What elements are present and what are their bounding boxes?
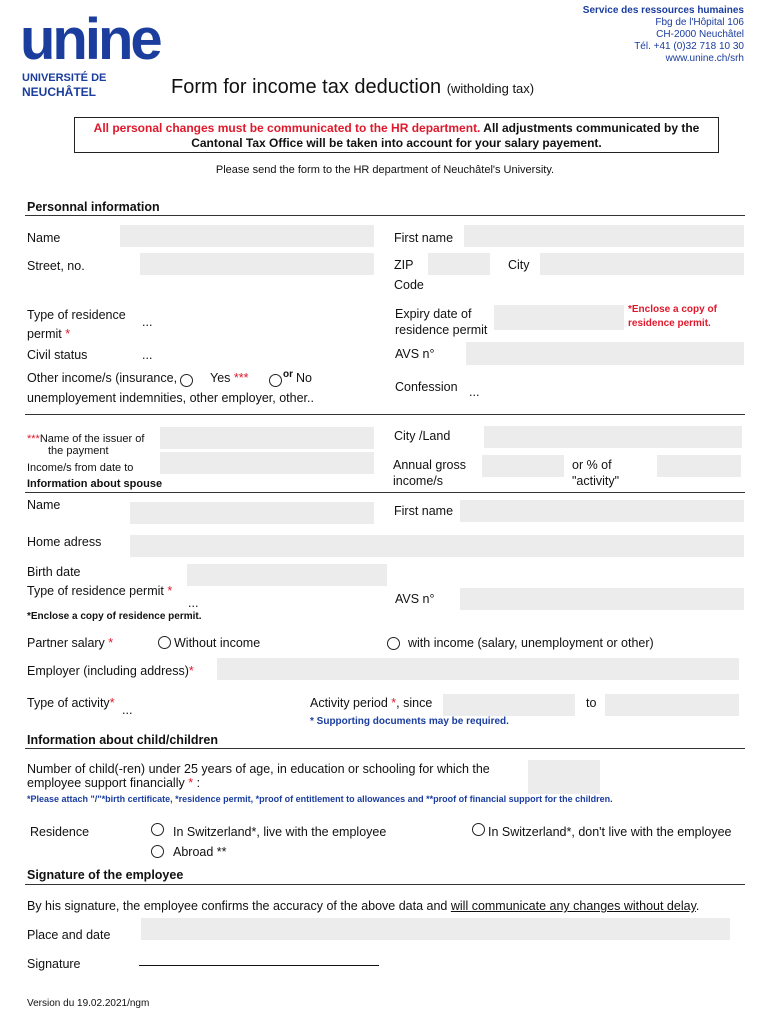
issuer-label-2: the payment (48, 445, 109, 457)
first-name-label: First name (394, 231, 454, 245)
address-city: CH-2000 Neuchâtel (656, 29, 744, 40)
residence-ch-live-label: In Switzerland*, live with the employee (173, 825, 387, 839)
spouse-residence-label: Type of residence permit * (27, 584, 173, 598)
home-address-field[interactable] (130, 535, 744, 557)
place-date-field[interactable] (141, 918, 730, 940)
page-title: Form for income tax deduction (witholding tax) (171, 76, 535, 98)
children-attach-note: *Please attach "/"*birth certificate, *residence permit, *proof of entitlement to allowances and **proof of financial support for the children. (27, 794, 613, 804)
yes-label: Yes *** (210, 371, 249, 385)
expiry-field[interactable] (494, 305, 624, 330)
activity-to-field[interactable] (605, 694, 739, 716)
expiry-label-2: residence permit (395, 323, 488, 337)
civil-status-select[interactable]: ... (142, 348, 153, 362)
activity-period-label: Activity period *, since (310, 696, 433, 710)
service-name: Service des ressources humaines (582, 5, 744, 16)
expiry-label: Expiry date of (395, 307, 472, 321)
spouse-residence-select[interactable]: ... (188, 596, 199, 610)
birth-date-label: Birth date (27, 565, 81, 579)
divider (25, 884, 745, 885)
no-label: No (296, 371, 312, 385)
city-label: City (508, 258, 530, 272)
signature-line[interactable] (139, 965, 379, 966)
divider (25, 492, 745, 493)
pct-label-2: "activity" (572, 474, 620, 488)
city-land-field[interactable] (484, 426, 742, 448)
issuer-field[interactable] (160, 427, 374, 449)
activity-since-field[interactable] (443, 694, 575, 716)
pct-field[interactable] (657, 455, 741, 477)
divider (25, 215, 745, 216)
home-address-label: Home adress (27, 535, 102, 549)
residence-type-label: Type of residence (27, 308, 126, 322)
signature-label: Signature (27, 957, 81, 971)
spouse-first-name-label: First name (394, 504, 454, 518)
children-residence-label: Residence (30, 825, 90, 839)
residence-abroad-radio[interactable] (151, 845, 164, 858)
activity-type-label: Type of activity* (27, 696, 115, 710)
zip-label: ZIP (394, 258, 414, 272)
avs-label: AVS n° (395, 347, 435, 361)
hr-notice: All personal changes must be communicated to the HR department. All adjustments communicated by the Cantonal Tax Office will be taken into account for your salary payement. (74, 117, 719, 153)
residence-type-select[interactable]: ... (142, 315, 153, 329)
logo-line-2: NEUCHÂTEL (22, 85, 96, 99)
avs-field[interactable] (466, 342, 744, 365)
issuer-label: ***Name of the issuer of (27, 433, 145, 445)
divider (25, 748, 745, 749)
supporting-note: * Supporting documents may be required. (310, 716, 509, 727)
first-name-field[interactable] (464, 225, 744, 247)
spouse-heading: Information about spouse (27, 478, 163, 490)
name-field[interactable] (120, 225, 374, 247)
annual-income-field[interactable] (482, 455, 564, 477)
code-label: Code (394, 278, 424, 292)
children-count-field[interactable] (528, 760, 600, 794)
residence-ch-live-radio[interactable] (151, 823, 164, 836)
other-income-yes-radio[interactable] (180, 374, 193, 387)
residence-ch-notlive-label: In Switzerland*, don't live with the employee (488, 825, 732, 839)
activity-type-select[interactable]: ... (122, 703, 133, 717)
spouse-enclose-note: *Enclose a copy of residence permit. (27, 611, 202, 622)
civil-status-label: Civil status (27, 348, 88, 362)
other-income-label-2: unemployement indemnities, other employer, other.. (27, 391, 314, 405)
income-date-label: Income/s from date to (27, 462, 134, 474)
street-field[interactable] (140, 253, 374, 275)
annual-income-label-2: income/s (393, 474, 444, 488)
unine-logo: unine (20, 7, 160, 72)
personal-heading: Personnal information (27, 200, 160, 214)
other-income-label: Other income/s (insurance, (27, 371, 178, 385)
children-heading: Information about child/children (27, 733, 218, 747)
confession-label: Confession (395, 380, 458, 394)
without-income-radio[interactable] (158, 636, 171, 649)
children-count-label: Number of child(-ren) under 25 years of age, in education or schooling for which the (27, 762, 490, 776)
city-field[interactable] (540, 253, 744, 275)
spouse-first-name-field[interactable] (460, 500, 744, 522)
confession-select[interactable]: ... (469, 385, 480, 399)
children-count-label-2: employee support financially * : (27, 776, 201, 790)
residence-type-label-2: permit * (27, 327, 71, 341)
without-income-label: Without income (174, 636, 261, 650)
address-phone: Tél. +41 (0)32 718 10 30 (634, 41, 744, 52)
annual-income-label: Annual gross (393, 458, 466, 472)
place-date-label: Place and date (27, 928, 111, 942)
address-street: Fbg de l'Hôpital 106 (655, 17, 744, 28)
pct-label: or % of (572, 458, 612, 472)
birth-date-field[interactable] (187, 564, 387, 586)
name-label: Name (27, 231, 61, 245)
spouse-avs-label: AVS n° (395, 592, 435, 606)
with-income-label: with income (salary, unemployment or other) (408, 636, 654, 650)
spouse-name-label: Name (27, 498, 61, 512)
other-income-no-radio[interactable] (269, 374, 282, 387)
partner-salary-label: Partner salary * (27, 636, 114, 650)
divider (25, 414, 745, 415)
activity-to-label: to (586, 696, 597, 710)
enclose-note: *Enclose a copy of (628, 304, 717, 315)
signature-confirm-text: By his signature, the employee confirms the accuracy of the above data and will communicate any changes without delay. (27, 899, 700, 913)
spouse-name-field[interactable] (130, 502, 374, 524)
employer-field[interactable] (217, 658, 739, 680)
city-land-label: City /Land (394, 429, 451, 443)
street-label: Street, no. (27, 259, 85, 273)
address-web[interactable]: www.unine.ch/srh (665, 53, 744, 64)
residence-ch-notlive-radio[interactable] (472, 823, 485, 836)
income-date-field[interactable] (160, 452, 374, 474)
enclose-note-2: residence permit. (628, 318, 711, 329)
spouse-avs-field[interactable] (460, 588, 744, 610)
signature-heading: Signature of the employee (27, 868, 184, 882)
version-label: Version du 19.02.2021/ngm (27, 998, 150, 1009)
zip-field[interactable] (428, 253, 490, 275)
logo-line-1: UNIVERSITÉ DE (22, 72, 107, 84)
send-note: Please send the form to the HR department of Neuchâtel's University. (215, 164, 555, 176)
employer-label: Employer (including address)* (27, 664, 194, 678)
or-label: or (283, 369, 293, 380)
residence-abroad-label: Abroad ** (173, 845, 227, 859)
with-income-radio[interactable] (387, 637, 400, 650)
